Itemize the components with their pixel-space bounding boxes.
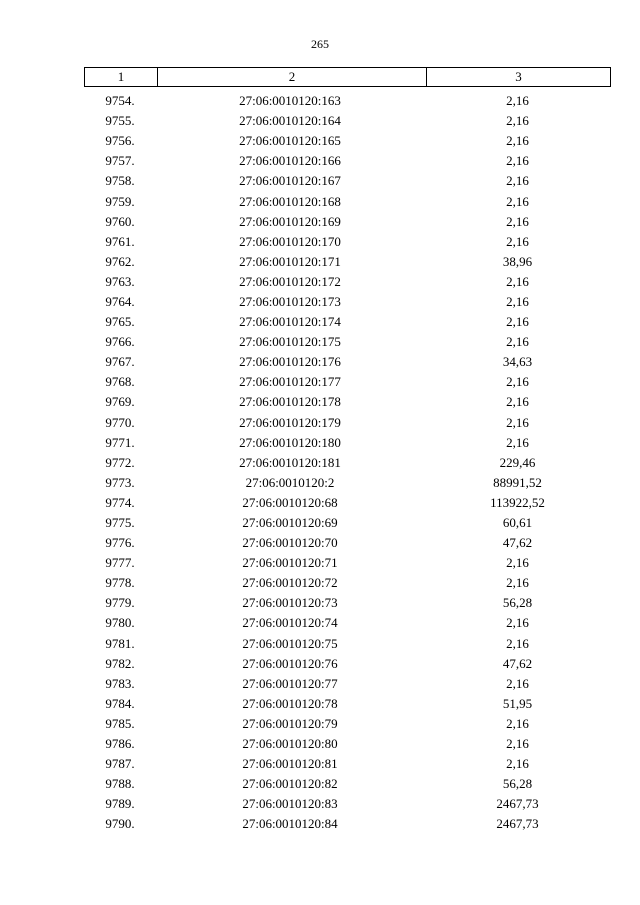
value-cell: 2,16 <box>506 555 529 571</box>
value-cell: 2,16 <box>506 334 529 350</box>
table-row <box>84 332 611 352</box>
value-cell: 2,16 <box>506 756 529 772</box>
row-number-cell: 9763. <box>105 273 135 289</box>
cadastral-number-cell: 27:06:0010120:169 <box>239 213 341 229</box>
cadastral-number-cell: 27:06:0010120:173 <box>239 293 341 309</box>
cadastral-number-cell: 27:06:0010120:81 <box>242 756 338 772</box>
row-number-cell: 9762. <box>105 253 135 269</box>
value-cell: 2,16 <box>506 173 529 189</box>
value-cell: 2,16 <box>506 314 529 330</box>
cadastral-number-cell: 27:06:0010120:181 <box>239 454 341 470</box>
value-cell: 2,16 <box>506 113 529 129</box>
table-row <box>84 392 611 412</box>
row-number-cell: 9760. <box>105 213 135 229</box>
row-number-cell: 9769. <box>105 394 135 410</box>
table-row <box>84 533 611 553</box>
page-number: 265 <box>311 37 329 51</box>
value-cell: 2,16 <box>506 293 529 309</box>
value-cell: 60,61 <box>502 515 533 531</box>
cadastral-number-cell: 27:06:0010120:163 <box>239 93 341 109</box>
value-cell: 2,16 <box>506 213 529 229</box>
header-col-3: 3 <box>515 69 522 84</box>
value-cell: 2,16 <box>506 736 529 752</box>
table-row <box>84 593 611 613</box>
table-row <box>84 151 611 171</box>
table-row <box>84 453 611 473</box>
row-number-cell: 9759. <box>105 193 135 209</box>
row-number-cell: 9777. <box>105 555 135 571</box>
table-row <box>84 674 611 694</box>
cadastral-number-cell: 27:06:0010120:72 <box>242 575 338 591</box>
value-cell: 2,16 <box>506 715 529 731</box>
header-col-1: 1 <box>85 68 158 86</box>
row-number-cell: 9758. <box>105 173 135 189</box>
cadastral-number-cell: 27:06:0010120:167 <box>239 173 341 189</box>
row-number-cell: 9764. <box>105 293 135 309</box>
cadastral-number-cell: 27:06:0010120:68 <box>242 494 338 510</box>
row-number-cell: 9788. <box>105 776 135 792</box>
value-cell: 2,16 <box>506 434 529 450</box>
cadastral-number-cell: 27:06:0010120:70 <box>242 535 338 551</box>
value-cell: 2,16 <box>506 414 529 430</box>
value-cell: 2,16 <box>506 394 529 410</box>
row-number-cell: 9786. <box>105 736 135 752</box>
cadastral-number-cell: 27:06:0010120:178 <box>239 394 341 410</box>
value-cell: 2467,73 <box>496 816 539 832</box>
table-row <box>84 714 611 734</box>
cadastral-number-cell: 27:06:0010120:84 <box>242 816 338 832</box>
cadastral-number-cell: 27:06:0010120:179 <box>239 414 341 430</box>
row-number-cell: 9773. <box>105 474 135 490</box>
row-number-cell: 9766. <box>105 334 135 350</box>
value-cell: 2,16 <box>506 93 529 109</box>
value-cell: 2,16 <box>506 273 529 289</box>
table-row <box>84 573 611 593</box>
row-number-cell: 9772. <box>105 454 135 470</box>
cadastral-number-cell: 27:06:0010120:180 <box>239 434 341 450</box>
table-row <box>84 292 611 312</box>
cadastral-number-cell: 27:06:0010120:75 <box>242 635 338 651</box>
table-header <box>84 67 611 87</box>
table-row <box>84 232 611 252</box>
cadastral-number-cell: 27:06:0010120:82 <box>242 776 338 792</box>
table-row <box>84 794 611 814</box>
table-row <box>84 493 611 513</box>
table-row <box>84 473 611 493</box>
value-cell: 2,16 <box>506 153 529 169</box>
row-number-cell: 9779. <box>105 595 135 611</box>
table-row <box>84 252 611 272</box>
cadastral-number-cell: 27:06:0010120:74 <box>242 615 338 631</box>
value-cell: 2,16 <box>506 675 529 691</box>
value-cell: 2,16 <box>506 133 529 149</box>
cadastral-number-cell: 27:06:0010120:79 <box>242 715 338 731</box>
row-number-cell: 9783. <box>105 675 135 691</box>
table-row <box>84 212 611 232</box>
value-cell: 47,62 <box>502 535 533 551</box>
row-number-cell: 9754. <box>105 93 135 109</box>
table-row <box>84 613 611 633</box>
cadastral-number-cell: 27:06:0010120:165 <box>239 133 341 149</box>
cadastral-number-cell: 27:06:0010120:80 <box>242 736 338 752</box>
value-cell: 2,16 <box>506 615 529 631</box>
value-cell: 47,62 <box>502 655 533 671</box>
cadastral-number-cell: 27:06:0010120:71 <box>242 555 338 571</box>
cadastral-number-cell: 27:06:0010120:76 <box>242 655 338 671</box>
table-row <box>84 814 611 834</box>
row-number-cell: 9782. <box>105 655 135 671</box>
table-row <box>84 171 611 191</box>
value-cell: 38,96 <box>502 253 533 269</box>
value-cell: 2,16 <box>506 635 529 651</box>
cadastral-number-cell: 27:06:0010120:73 <box>242 595 338 611</box>
table-row <box>84 774 611 794</box>
value-cell: 2,16 <box>506 193 529 209</box>
cadastral-number-cell: 27:06:0010120:77 <box>242 675 338 691</box>
cadastral-number-cell: 27:06:0010120:168 <box>239 193 341 209</box>
table-row <box>84 754 611 774</box>
table-row <box>84 372 611 392</box>
cadastral-number-cell: 27:06:0010120:2 <box>245 474 335 490</box>
table-row <box>84 734 611 754</box>
table-row <box>84 694 611 714</box>
row-number-cell: 9761. <box>105 233 135 249</box>
cadastral-number-cell: 27:06:0010120:83 <box>242 796 338 812</box>
table-row <box>84 413 611 433</box>
table-row <box>84 553 611 573</box>
table-row <box>84 91 611 111</box>
table-row <box>84 272 611 292</box>
data-table <box>84 67 611 834</box>
value-cell: 2,16 <box>506 575 529 591</box>
value-cell: 56,28 <box>502 595 533 611</box>
row-number-cell: 9774. <box>105 494 135 510</box>
row-number-cell: 9778. <box>105 575 135 591</box>
table-row <box>84 654 611 674</box>
cadastral-number-cell: 27:06:0010120:175 <box>239 334 341 350</box>
row-number-cell: 9784. <box>105 695 135 711</box>
row-number-cell: 9790. <box>105 816 135 832</box>
value-cell: 2,16 <box>506 374 529 390</box>
row-number-cell: 9767. <box>105 354 135 370</box>
cadastral-number-cell: 27:06:0010120:78 <box>242 695 338 711</box>
table-row <box>84 131 611 151</box>
value-cell: 34,63 <box>502 354 533 370</box>
row-number-cell: 9780. <box>105 615 135 631</box>
row-number-cell: 9789. <box>105 796 135 812</box>
table-row <box>84 352 611 372</box>
table-row <box>84 111 611 131</box>
cadastral-number-cell: 27:06:0010120:69 <box>242 515 338 531</box>
table-row <box>84 312 611 332</box>
row-number-cell: 9770. <box>105 414 135 430</box>
value-cell: 229,46 <box>499 454 536 470</box>
table-body <box>84 91 611 834</box>
table-row <box>84 513 611 533</box>
row-number-cell: 9785. <box>105 715 135 731</box>
cadastral-number-cell: 27:06:0010120:170 <box>239 233 341 249</box>
row-number-cell: 9776. <box>105 535 135 551</box>
value-cell: 113922,52 <box>490 494 545 510</box>
table-row <box>84 433 611 453</box>
value-cell: 2467,73 <box>496 796 539 812</box>
row-number-cell: 9771. <box>105 434 135 450</box>
cadastral-number-cell: 27:06:0010120:166 <box>239 153 341 169</box>
row-number-cell: 9765. <box>105 314 135 330</box>
table-row <box>84 191 611 211</box>
cadastral-number-cell: 27:06:0010120:164 <box>239 113 341 129</box>
value-cell: 88991,52 <box>493 474 542 490</box>
cadastral-number-cell: 27:06:0010120:174 <box>239 314 341 330</box>
value-cell: 56,28 <box>502 776 533 792</box>
row-number-cell: 9775. <box>105 515 135 531</box>
row-number-cell: 9781. <box>105 635 135 651</box>
value-cell: 51,95 <box>502 695 533 711</box>
cadastral-number-cell: 27:06:0010120:177 <box>239 374 341 390</box>
row-number-cell: 9768. <box>105 374 135 390</box>
row-number-cell: 9757. <box>105 153 135 169</box>
row-number-cell: 9787. <box>105 756 135 772</box>
table-row <box>84 634 611 654</box>
row-number-cell: 9756. <box>105 133 135 149</box>
row-number-cell: 9755. <box>105 113 135 129</box>
header-col-2: 2 <box>158 68 427 86</box>
cadastral-number-cell: 27:06:0010120:171 <box>239 253 341 269</box>
cadastral-number-cell: 27:06:0010120:176 <box>239 354 341 370</box>
cadastral-number-cell: 27:06:0010120:172 <box>239 273 341 289</box>
value-cell: 2,16 <box>506 233 529 249</box>
